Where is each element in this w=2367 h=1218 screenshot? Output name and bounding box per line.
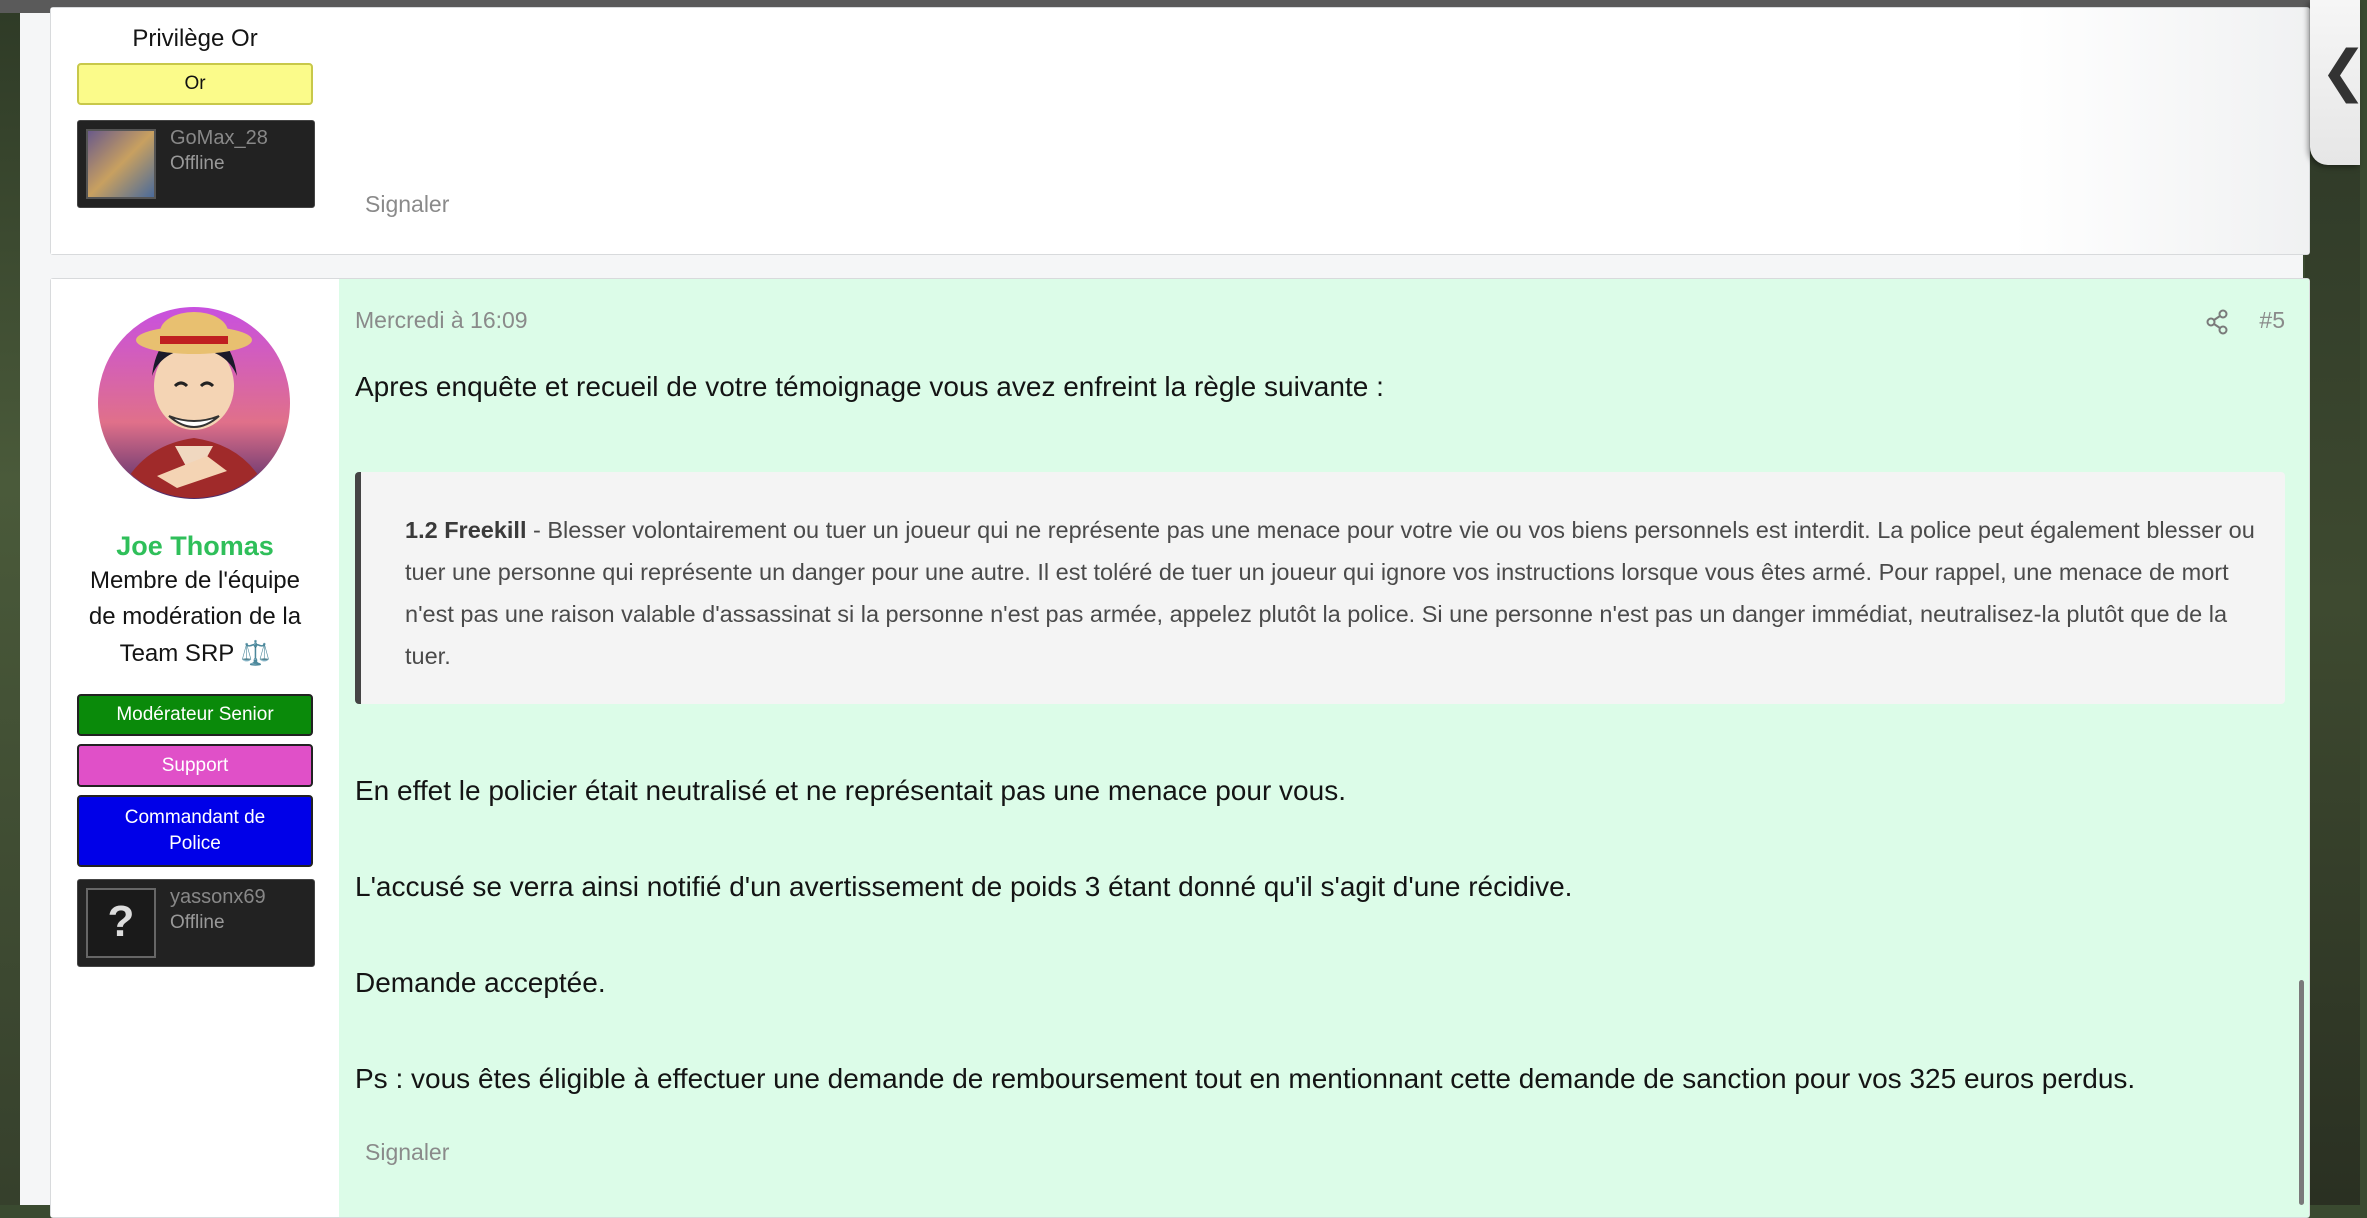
user-title: Privilège Or: [132, 25, 258, 52]
post-paragraph-4: Ps : vous êtes éligible à effectuer une demande de remboursement tout en mentionnant cette demande de sanction pour vos 325 euros perdus.: [355, 1063, 2136, 1094]
share-icon[interactable]: [2205, 309, 2229, 335]
background-left: [0, 0, 20, 1205]
quote-title: 1.2 Freekill: [405, 517, 527, 543]
banner-commandant-police: Commandant de Police: [77, 795, 313, 867]
post-number-link[interactable]: #5: [2259, 307, 2285, 333]
user-title-line-3: Team SRP ⚖️: [119, 640, 271, 667]
chevron-left-icon: ❮: [2320, 39, 2367, 102]
message-post-previous: [50, 7, 2310, 255]
message-content: [339, 8, 2309, 254]
game-avatar: [86, 129, 156, 199]
message-post: [50, 278, 2310, 1218]
game-status: Offline: [170, 153, 225, 174]
message-content: [339, 279, 2309, 1217]
page-scrollbar[interactable]: [2299, 980, 2304, 1205]
report-link[interactable]: Signaler: [365, 1139, 450, 1165]
question-mark-icon: ?: [107, 897, 135, 946]
post-paragraph-3: Demande acceptée.: [355, 967, 606, 998]
game-username: GoMax_28: [170, 127, 268, 149]
quoted-rule: [355, 472, 2285, 704]
user-title-line-2: de modération de la: [88, 603, 302, 630]
message-user-box: [51, 8, 339, 254]
game-avatar: [86, 888, 156, 958]
username-link[interactable]: Joe Thomas: [116, 531, 274, 561]
post-intro: Apres enquête et recueil de votre témoignage vous avez enfreint la règle suivante :: [355, 371, 1384, 402]
thread-page: [20, 13, 2303, 1205]
quote-text: - Blesser volontairement ou tuer un joueur qui ne représente pas une menace pour votre vie ou vos biens personnels est interdit. La police peut également blesser ou tuer une personne qui représente un danger pour une autre. Il est toléré de tuer un joueur qui ignore vos instructions lorsque vous êtes armé. Pour rappel, une menace de mort n'est pas une raison valable d'assassinat si la personne n'est pas armée, appelez plutôt la police. Si une personne n'est pas un danger immédiat, neutralisez-la plutôt que de la tuer.: [405, 517, 2255, 669]
banner-moderateur-senior: Modérateur Senior: [77, 694, 313, 736]
banner-support: Support: [77, 744, 313, 787]
game-profile-card[interactable]: [77, 879, 315, 967]
post-paragraph-1: En effet le policier était neutralisé et ne représentait pas une menace pour vous.: [355, 775, 1346, 806]
game-status: Offline: [170, 912, 225, 933]
side-panel-toggle[interactable]: [2310, 0, 2367, 165]
game-profile-card[interactable]: [77, 120, 315, 208]
post-timestamp[interactable]: Mercredi à 16:09: [355, 307, 528, 333]
post-paragraph-2: L'accusé se verra ainsi notifié d'un avertissement de poids 3 étant donné qu'il s'agit d'une récidive.: [355, 871, 1573, 902]
background-right: [2305, 0, 2360, 1205]
game-username: yassonx69: [170, 886, 266, 908]
user-avatar[interactable]: [97, 306, 291, 500]
report-link[interactable]: Signaler: [365, 191, 450, 217]
user-banner-or: Or: [77, 63, 313, 105]
user-title-line-1: Membre de l'équipe: [89, 567, 301, 594]
message-user-box: [51, 279, 339, 1217]
